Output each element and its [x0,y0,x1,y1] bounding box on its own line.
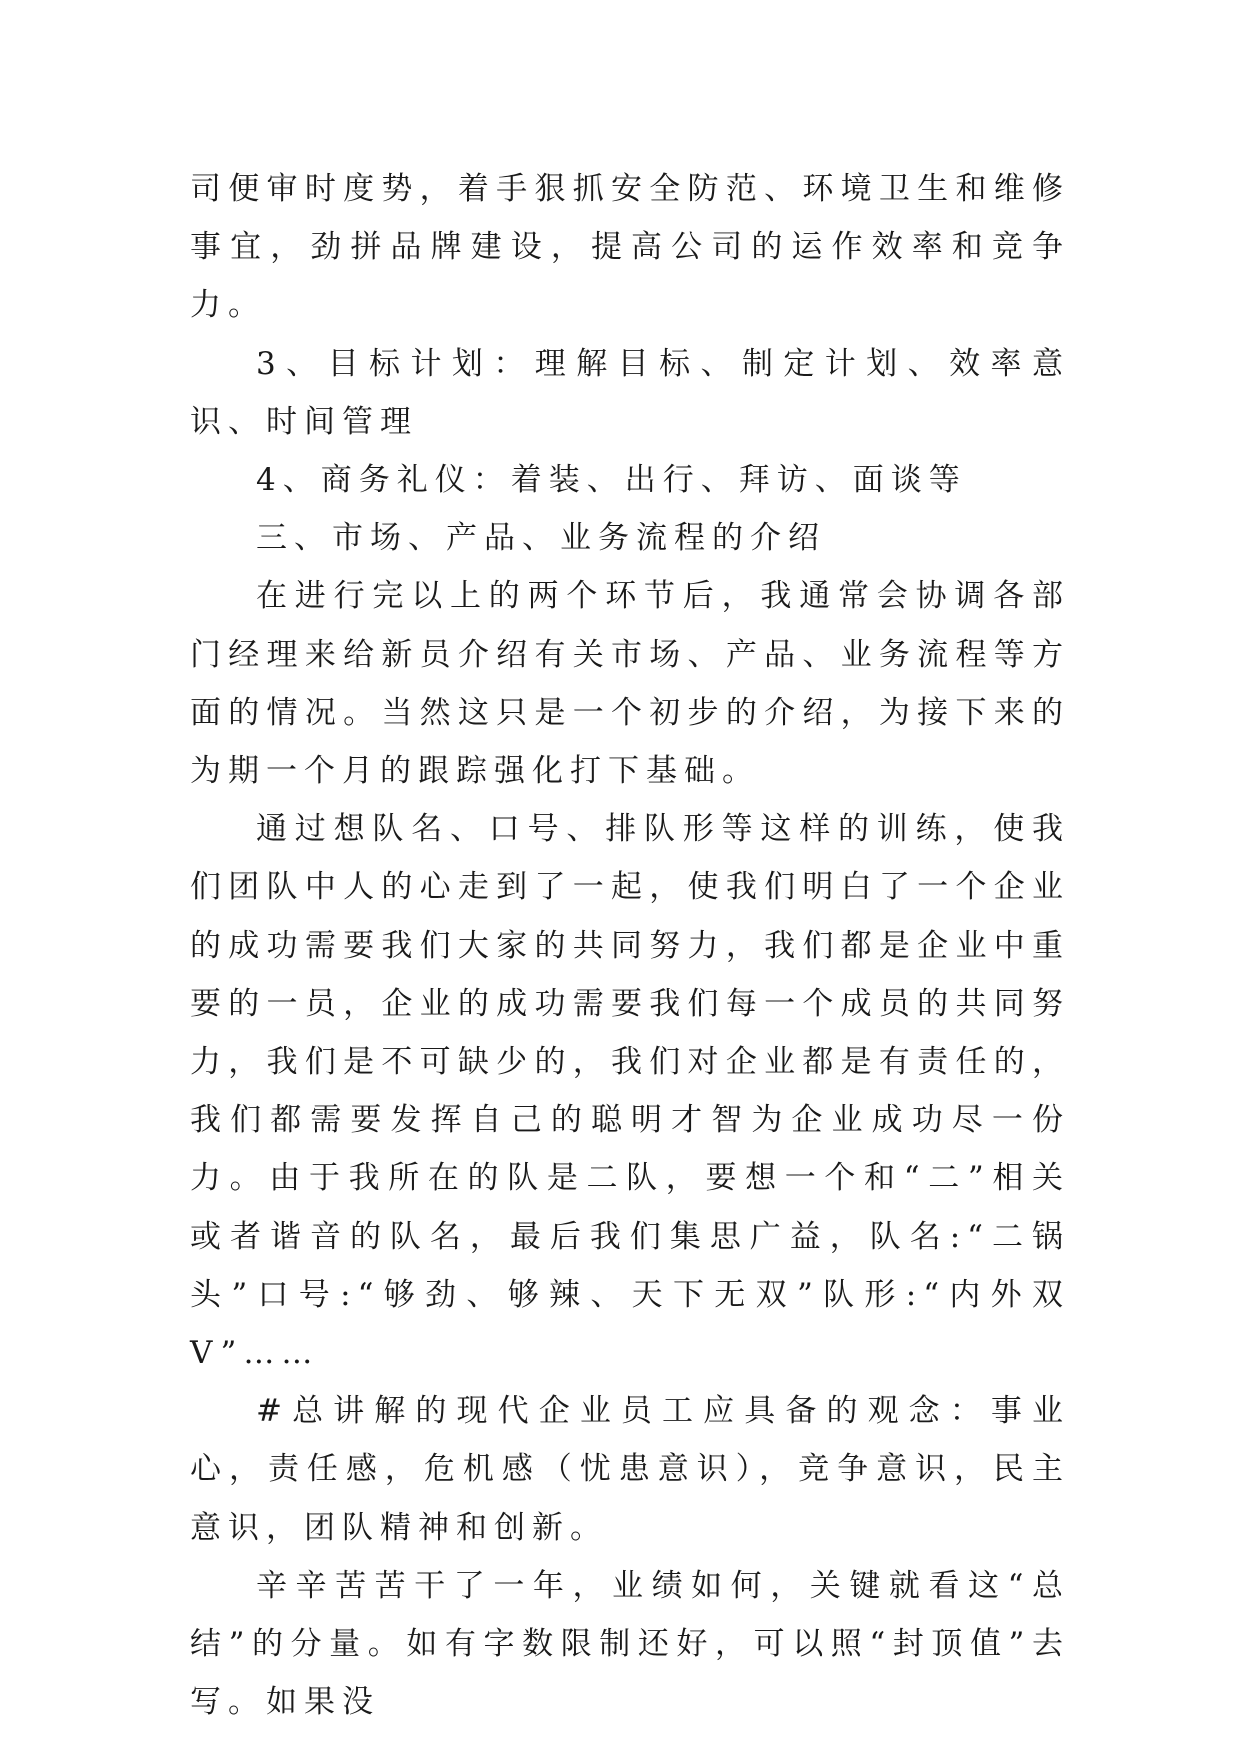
paragraph-business-etiquette: 4、商务礼仪：着装、出行、拜访、面谈等 [256,462,967,499]
section-heading-market-intro: 三、市场、产品、业务流程的介绍 [256,520,826,557]
paragraph-goal-planning: 3、目标计划：理解目标、制定计划、效率意识、时间管理 [190,345,1070,440]
paragraph-year-summary: 辛辛苦苦干了一年，业绩如何，关键就看这“总结”的分量。如有字数限制还好，可以照“封顶值”去写。如果没 [190,1567,1070,1721]
paragraph-brand-building: 司便审时度势，着手狠抓安全防范、环境卫生和维修事宜，劲拼品牌建设，提高公司的运作效率和竞争力。 [190,171,1070,324]
document-body [190,160,1070,1731]
paragraph-department-intro: 在进行完以上的两个环节后，我通常会协调各部门经理来给新员介绍有关市场、产品、业务流程等方面的情况。当然这只是一个初步的介绍，为接下来的为期一个月的跟踪强化打下基础。 [190,578,1070,790]
paragraph-employee-concepts: #总讲解的现代企业员工应具备的观念：事业心，责任感，危机感（忧患意识），竞争意识，民主意识，团队精神和创新。 [190,1393,1070,1546]
paragraph-team-training: 通过想队名、口号、排队形等这样的训练，使我们团队中人的心走到了一起，使我们明白了一个企业的成功需要我们大家的共同努力，我们都是企业中重要的一员，企业的成功需要我们每一个成员的共同努力，我们是不可缺少的，我们对企业都是有责任的，我们都需要发挥自己的聪明才智为企业成功尽一份力。由于我所在的队是二队，要想一个和“二”相关或者谐音的队名，最后我们集思广益，队名:“二锅头”口号:“够劲、够辣、天下无双”队形:“内外双V”…… [190,811,1070,1372]
